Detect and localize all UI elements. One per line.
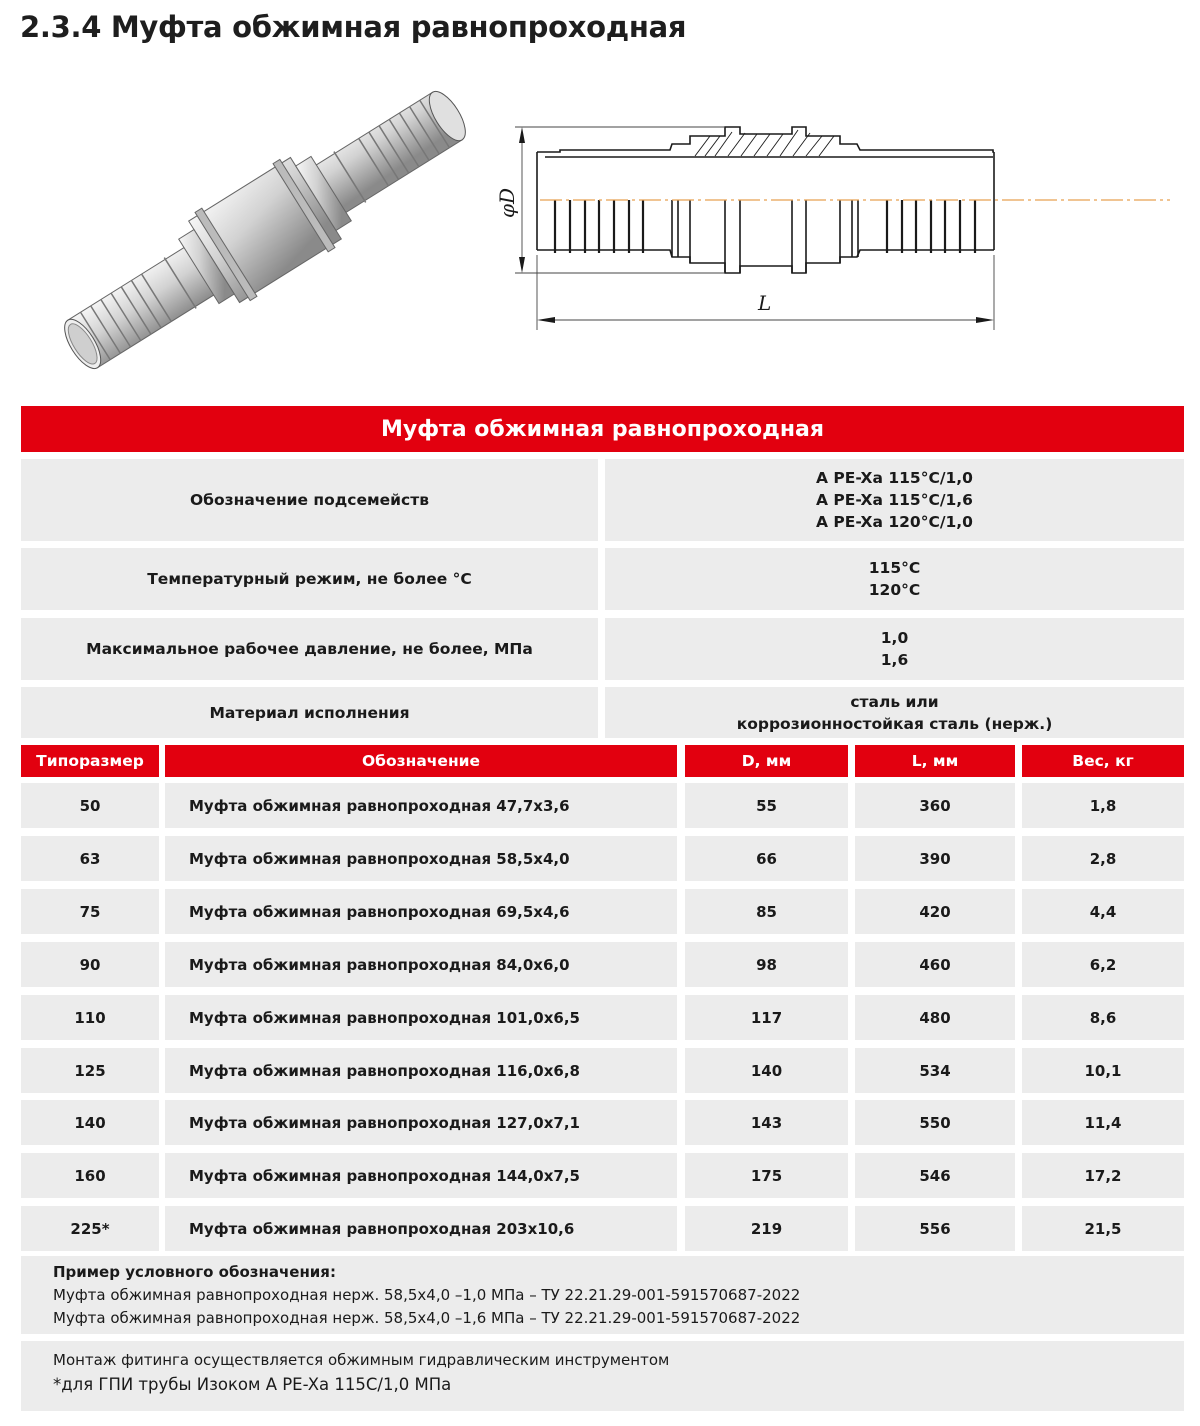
cell-size: 125 <box>21 1048 159 1093</box>
cell-d: 117 <box>685 995 848 1040</box>
cell-size: 225* <box>21 1206 159 1251</box>
column-header-d: D, мм <box>685 745 848 777</box>
cell-l: 480 <box>855 995 1015 1040</box>
cell-designation: Муфта обжимная равнопроходная 127,0х7,1 <box>165 1100 677 1145</box>
cell-l: 460 <box>855 942 1015 987</box>
mounting-note: Монтаж фитинга осуществляется обжимным гидравлическим инструментом <box>53 1351 670 1369</box>
diameter-label: φD <box>495 187 519 218</box>
coupling-technical-drawing <box>495 100 1190 340</box>
cell-weight: 11,4 <box>1022 1100 1184 1145</box>
cell-l: 556 <box>855 1206 1015 1251</box>
cell-l: 546 <box>855 1153 1015 1198</box>
cell-weight: 6,2 <box>1022 942 1184 987</box>
footnote: *для ГПИ трубы Изоком A PE-Xa 115С/1,0 МПа <box>53 1375 452 1394</box>
cell-weight: 8,6 <box>1022 995 1184 1040</box>
cell-weight: 10,1 <box>1022 1048 1184 1093</box>
mounting-note-panel <box>21 1341 1184 1411</box>
cell-designation: Муфта обжимная равнопроходная 84,0х6,0 <box>165 942 677 987</box>
cell-designation: Муфта обжимная равнопроходная 203х10,6 <box>165 1206 677 1251</box>
cell-size: 140 <box>21 1100 159 1145</box>
spec-label-pressure: Максимальное рабочее давление, не более, МПа <box>21 618 598 680</box>
spec-value-line: A PE-Xa 115°C/1,0 <box>816 469 973 487</box>
spec-value-temperature <box>605 548 1184 610</box>
column-header-weight: Вес, кг <box>1022 745 1184 777</box>
cell-d: 175 <box>685 1153 848 1198</box>
length-label: L <box>758 291 772 315</box>
cell-d: 140 <box>685 1048 848 1093</box>
cell-designation: Муфта обжимная равнопроходная 101,0х6,5 <box>165 995 677 1040</box>
cell-size: 75 <box>21 889 159 934</box>
spec-value-line: 115°C <box>868 559 921 577</box>
coupling-isometric-image <box>30 70 500 390</box>
cell-d: 98 <box>685 942 848 987</box>
cell-designation: Муфта обжимная равнопроходная 47,7х3,6 <box>165 783 677 828</box>
cell-d: 66 <box>685 836 848 881</box>
column-header-l: L, мм <box>855 745 1015 777</box>
cell-weight: 1,8 <box>1022 783 1184 828</box>
cell-designation: Муфта обжимная равнопроходная 144,0х7,5 <box>165 1153 677 1198</box>
cell-d: 55 <box>685 783 848 828</box>
column-header-designation: Обозначение <box>165 745 677 777</box>
spec-value-material <box>605 687 1184 738</box>
spec-value-subfamilies <box>605 459 1184 541</box>
cell-weight: 2,8 <box>1022 836 1184 881</box>
spec-value-line: 1,6 <box>880 651 909 669</box>
cell-size: 160 <box>21 1153 159 1198</box>
spec-label-material: Материал исполнения <box>21 687 598 738</box>
cell-size: 90 <box>21 942 159 987</box>
example-line: Муфта обжимная равнопроходная нерж. 58,5х4,0 –1,0 МПа – ТУ 22.21.29-001-591570687-2022 <box>53 1286 801 1304</box>
spec-value-line: A PE-Xa 120°C/1,0 <box>816 513 973 531</box>
cell-size: 63 <box>21 836 159 881</box>
designation-example-panel <box>21 1256 1184 1334</box>
spec-value-line: 1,0 <box>880 629 909 647</box>
page-title: 2.3.4 Муфта обжимная равнопроходная <box>20 10 687 44</box>
cell-weight: 21,5 <box>1022 1206 1184 1251</box>
column-header-size: Типоразмер <box>21 745 159 777</box>
spec-header: Муфта обжимная равнопроходная <box>21 406 1184 452</box>
spec-value-pressure <box>605 618 1184 680</box>
cell-designation: Муфта обжимная равнопроходная 58,5х4,0 <box>165 836 677 881</box>
cell-size: 110 <box>21 995 159 1040</box>
cell-l: 420 <box>855 889 1015 934</box>
cell-l: 534 <box>855 1048 1015 1093</box>
cell-l: 360 <box>855 783 1015 828</box>
cell-size: 50 <box>21 783 159 828</box>
spec-value-line: коррозионностойкая сталь (нерж.) <box>736 714 1053 733</box>
cell-l: 390 <box>855 836 1015 881</box>
cell-weight: 4,4 <box>1022 889 1184 934</box>
example-line: Муфта обжимная равнопроходная нерж. 58,5х4,0 –1,6 МПа – ТУ 22.21.29-001-591570687-2022 <box>53 1309 801 1327</box>
example-title: Пример условного обозначения: <box>53 1263 336 1281</box>
spec-value-line: сталь или <box>850 692 939 711</box>
cell-l: 550 <box>855 1100 1015 1145</box>
spec-value-line: 120°C <box>868 581 921 599</box>
spec-label-temperature: Температурный режим, не более °C <box>21 548 598 610</box>
spec-value-line: A PE-Xa 115°C/1,6 <box>816 491 973 509</box>
cell-d: 219 <box>685 1206 848 1251</box>
cell-weight: 17,2 <box>1022 1153 1184 1198</box>
cell-d: 143 <box>685 1100 848 1145</box>
cell-d: 85 <box>685 889 848 934</box>
cell-designation: Муфта обжимная равнопроходная 116,0х6,8 <box>165 1048 677 1093</box>
cell-designation: Муфта обжимная равнопроходная 69,5х4,6 <box>165 889 677 934</box>
spec-label-subfamilies: Обозначение подсемейств <box>21 459 598 541</box>
